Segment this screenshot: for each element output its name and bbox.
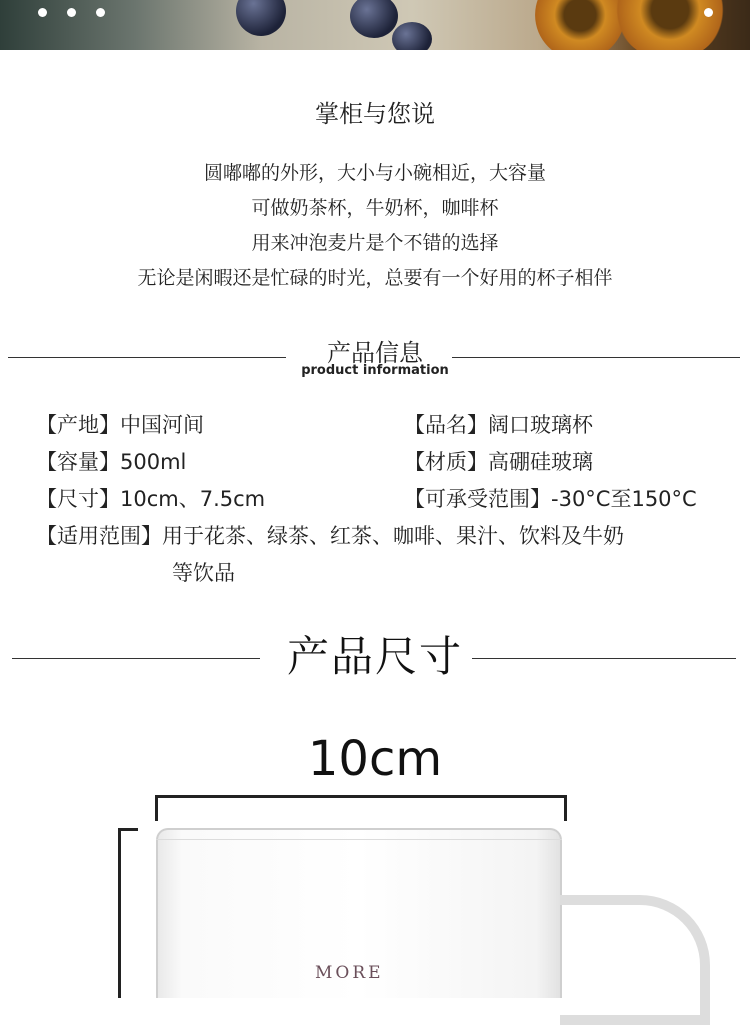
spec-material: 【材质】高硼硅玻璃	[404, 450, 593, 474]
spec-capacity: 【容量】500ml	[36, 450, 187, 474]
mug-handle	[560, 895, 710, 1025]
intro-text	[0, 156, 750, 296]
carousel-dot[interactable]	[38, 8, 47, 17]
top-photo-banner	[0, 0, 750, 50]
product-info-title: 产品信息	[327, 339, 423, 367]
spec-size: 【尺寸】10cm、7.5cm	[36, 487, 266, 511]
mug-print-text: MORE	[315, 963, 384, 983]
intro-line: 圆嘟嘟的外形，大小与小碗相近，大容量	[203, 162, 546, 184]
blueberry	[236, 0, 286, 36]
width-dimension-bracket	[155, 795, 567, 821]
height-dimension-bracket	[118, 828, 138, 998]
product-info-subtitle: product information	[301, 363, 449, 378]
carousel-dot[interactable]	[704, 8, 713, 17]
intro-line: 无论是闲暇还是忙碌的时光，总要有一个好用的杯子相伴	[137, 267, 613, 289]
spec-usage-continued: 等饮品	[172, 561, 235, 585]
product-size-title: 产品尺寸	[286, 632, 463, 681]
width-measurement-label: 10cm	[307, 731, 443, 787]
blueberry	[350, 0, 398, 38]
spec-name: 【品名】阔口玻璃杯	[404, 413, 593, 437]
spec-origin: 【产地】中国河间	[36, 413, 204, 437]
intro-line: 可做奶茶杯，牛奶杯，咖啡杯	[251, 197, 499, 219]
sunflower	[535, 0, 625, 50]
carousel-dot[interactable]	[67, 8, 76, 17]
spec-temperature: 【可承受范围】-30°C至150°C	[404, 487, 697, 511]
mug-rim	[156, 828, 562, 840]
spec-usage: 【适用范围】用于花茶、绿茶、红茶、咖啡、果汁、饮料及牛奶	[36, 524, 624, 548]
shopkeeper-heading: 掌柜与您说	[315, 100, 435, 128]
blueberry	[392, 22, 432, 50]
intro-line: 用来冲泡麦片是个不错的选择	[251, 232, 499, 254]
carousel-dot[interactable]	[96, 8, 105, 17]
